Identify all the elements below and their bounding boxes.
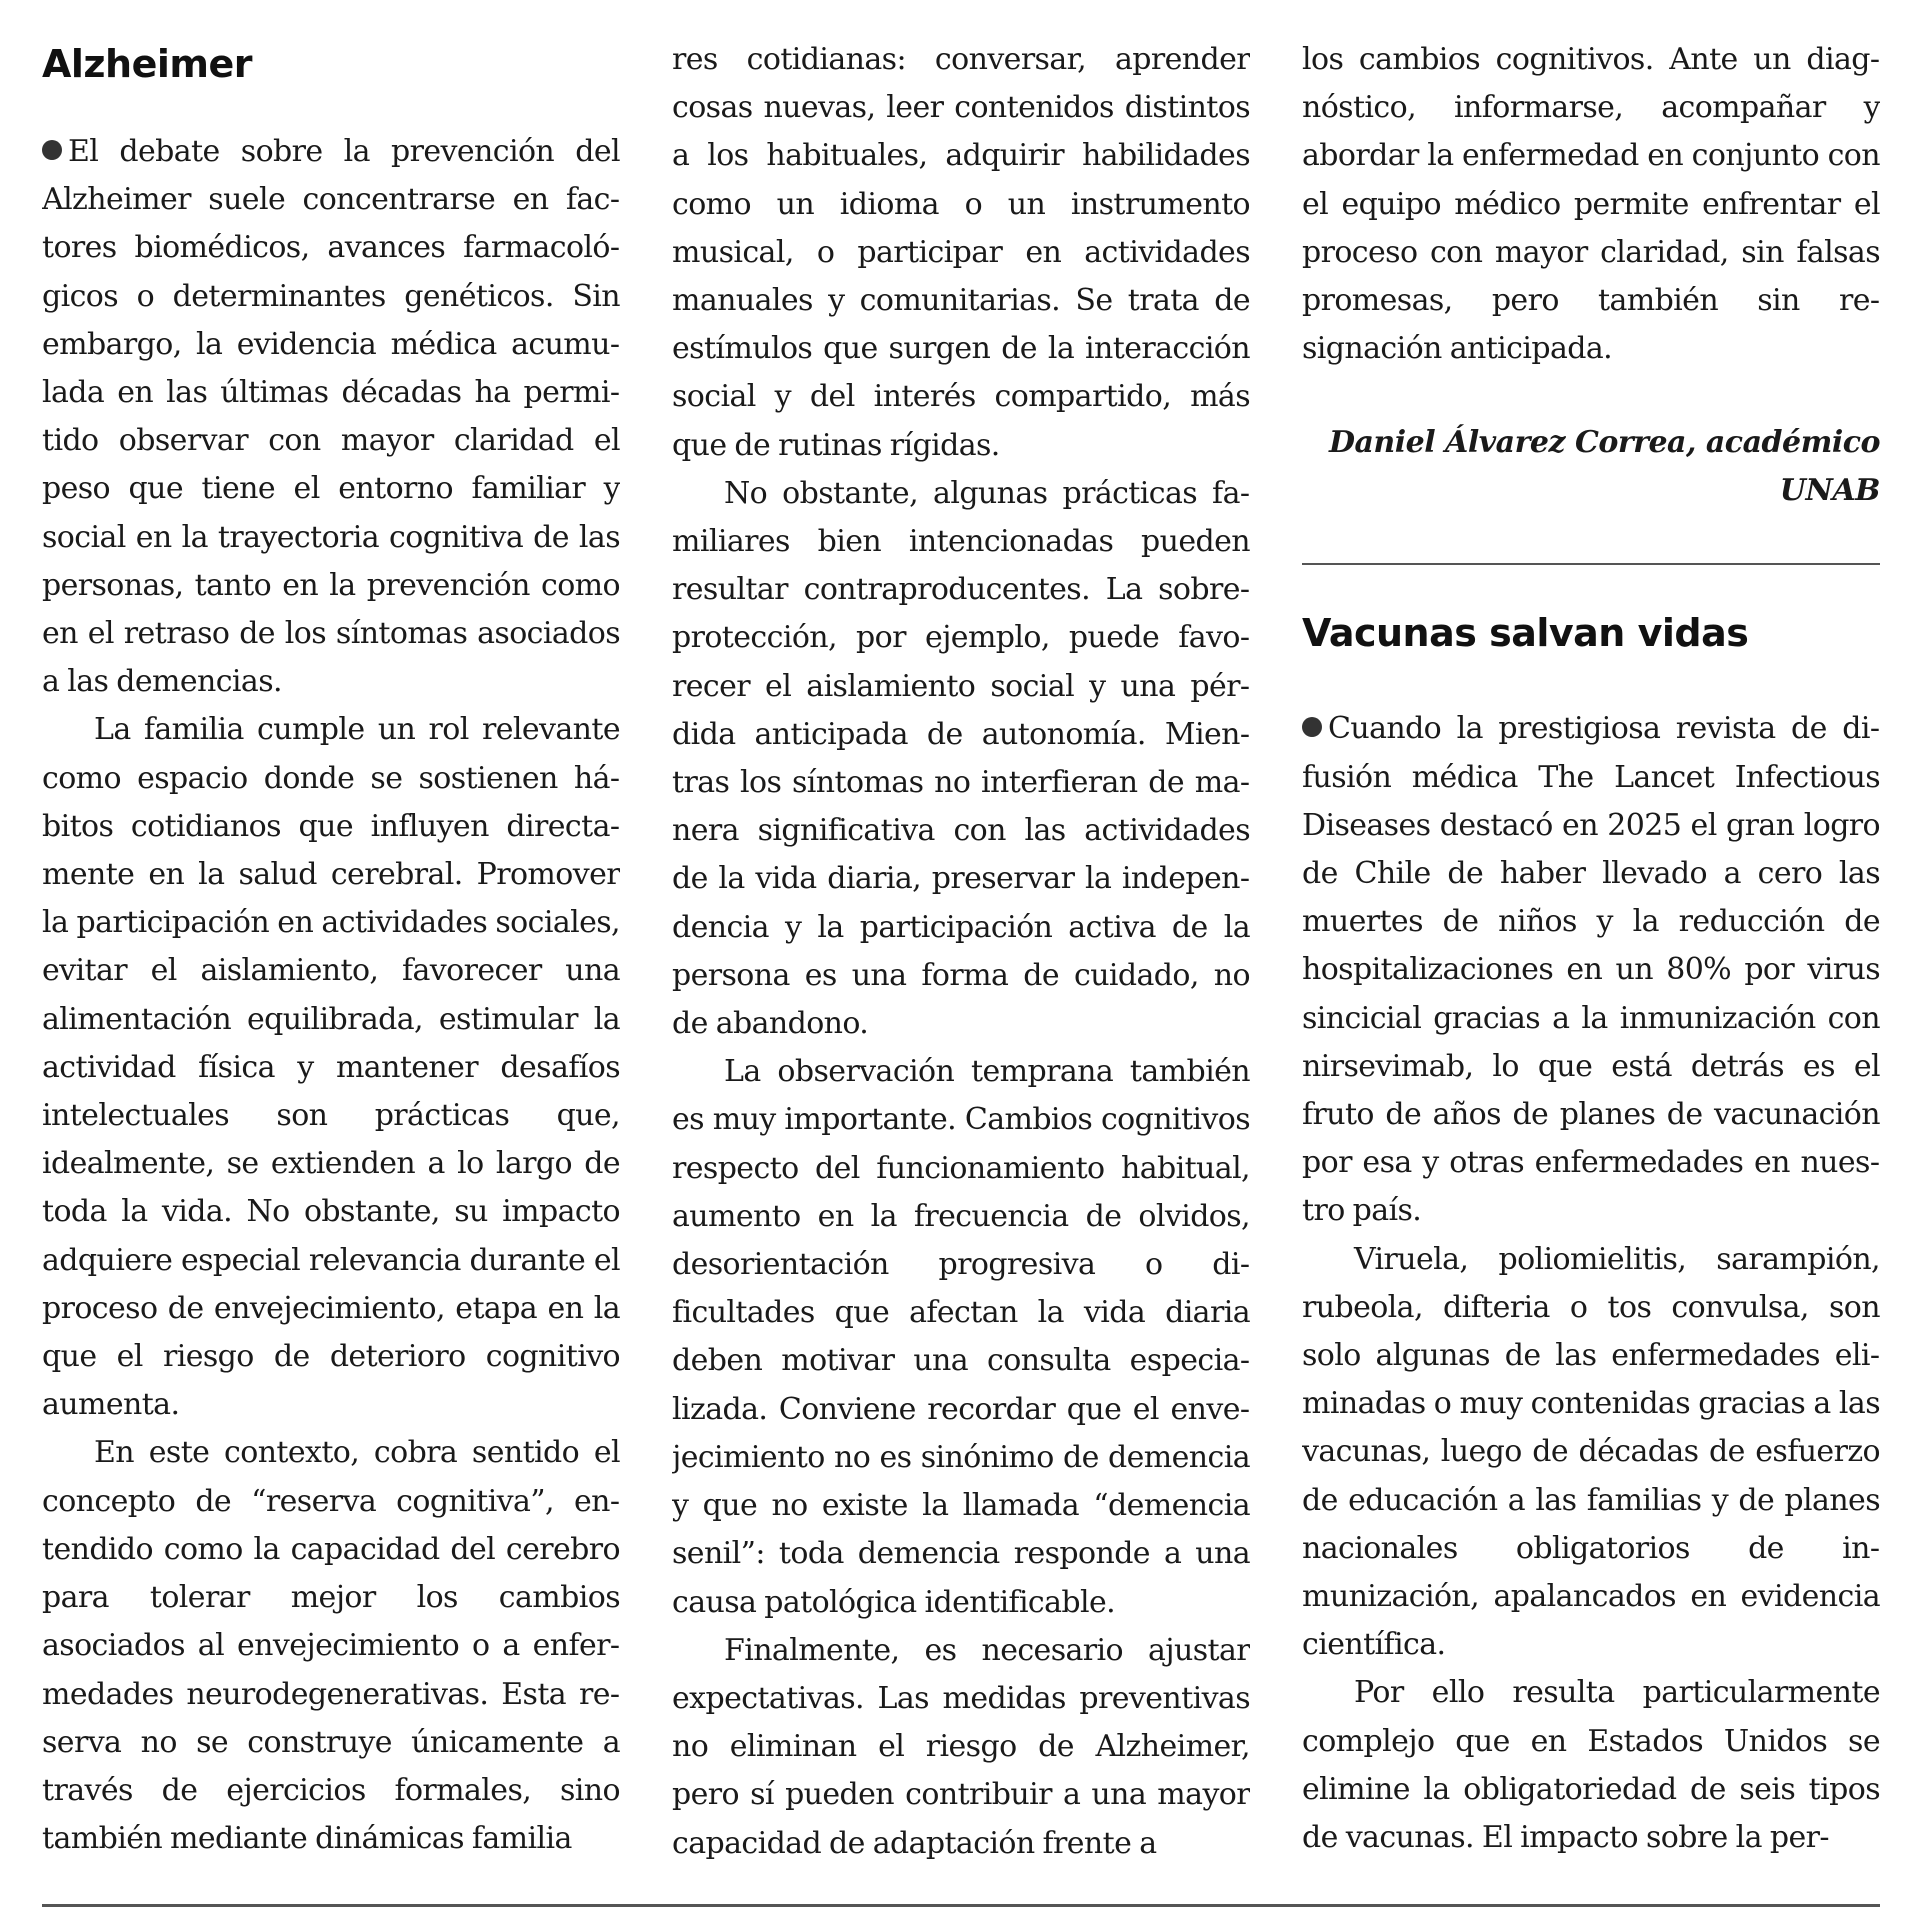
vacunas-paragraph-3: Por ello resulta particularmente complejo que en Estados Unidos se elimine la obligatoriedad de seis tipos de vacunas. El impacto sobre la per- <box>1302 1675 1880 1856</box>
column-3 <box>1302 36 1880 1876</box>
paragraph-1: El debate sobre la prevención del Alzheimer suele concentrarse en factores biomédicos, avances farmacológicos o determinantes genéticos. Sin embargo, la evidencia médica acumulada en las últimas décadas ha permitido observar con mayor claridad el peso que tiene el entorno familiar y social en la trayectoria cognitiva de las personas, tanto en la prevención como en el retraso de los síntomas asociados a las demencias. <box>42 134 620 700</box>
vacunas-paragraph-2: Viruela, poliomielitis, sarampión, rubeola, difteria o tos convulsa, son solo algunas de las enfermedades eliminadas o muy contenidas gracias a las vacunas, luego de décadas de esfuerzo de educación a las familias y de planes nacionales obligatorios de inmunización, apalancados en evidencia científica. <box>1302 1241 1880 1663</box>
bullet-icon <box>1302 717 1322 737</box>
paragraph-6-start: Finalmente, es necesario ajustar expectativas. Las medidas preventivas no eliminan el riesgo de Alzheimer, pero sí pueden contribuir a una mayor capacidad de adaptación frente a <box>672 1632 1250 1861</box>
headline-vacunas: Vacunas salvan vidas <box>1302 611 1749 656</box>
column-1 <box>42 36 620 1876</box>
paragraph-3-start: En este contexto, cobra sentido el concepto de “reserva cognitiva”, entendido como la capacidad del cerebro para tolerar mejor los cambios asociados al envejecimiento o a enfermedades neurodegenerativas. Esta reserva no se construye únicamente a través de ejercicios formales, sino también mediante dinámicas familia <box>42 1435 620 1857</box>
signature-affiliation: UNAB <box>1779 473 1880 509</box>
bottom-rule <box>42 1904 1880 1907</box>
article-alzheimer-body-part2 <box>672 36 1250 1868</box>
author-signature <box>1302 419 1880 515</box>
paragraph-6-cont: los cambios cognitivos. Ante un diagnóstico, informarse, acompañar y abordar la enfermedad en conjunto con el equipo médico permite enfrentar el proceso con mayor claridad, sin falsas promesas, pero también sin resignación anticipada. <box>1302 42 1880 367</box>
bullet-icon <box>42 140 62 160</box>
vacunas-paragraph-1: Cuando la prestigiosa revista de difusión médica The Lancet Infectious Diseases destacó en 2025 el gran logro de Chile de haber llevado a cero las muertes de niños y la reducción de hospitalizaciones en un 80% por virus sincicial gracias a la inmunización con nirsevimab, lo que está detrás es el fruto de años de planes de vacunación por esa y otras enfermedades en nuestro país. <box>1302 711 1880 1229</box>
column-2 <box>672 36 1250 1876</box>
paragraph-3-cont: res cotidianas: conversar, aprender cosas nuevas, leer contenidos distintos a los habituales, adquirir habilidades como un idioma o un instrumento musical, o participar en actividades manuales y comunitarias. Se trata de estímulos que surgen de la interacción social y del interés compartido, más que de rutinas rígidas. <box>672 42 1250 463</box>
paragraph-5: La observación temprana también es muy importante. Cambios cognitivos respecto del funcionamiento habitual, aumento en la frecuencia de olvidos, desorientación progresiva o dificultades que afectan la vida diaria deben motivar una consulta especializada. Conviene recordar que el envejecimiento no es sinónimo de demencia y que no existe la llamada “demencia senil”: toda demencia responde a una causa patológica identificable. <box>672 1054 1250 1620</box>
headline-alzheimer: Alzheimer <box>42 42 253 86</box>
signature-name: Daniel Álvarez Correa, académico <box>1328 425 1880 461</box>
article-alzheimer-body-part3 <box>1302 36 1880 373</box>
article-divider <box>1302 563 1880 565</box>
paragraph-2: La familia cumple un rol relevante como espacio donde se sostienen hábitos cotidianos que influyen directamente en la salud cerebral. Promover la participación en actividades sociales, evitar el aislamiento, favorecer una alimentación equilibrada, estimular la actividad física y mantener desafíos intelectuales son prácticas que, idealmente, se extienden a lo largo de toda la vida. No obstante, su impacto adquiere especial relevancia durante el proceso de envejecimiento, etapa en la que el riesgo de deterioro cognitivo aumenta. <box>42 712 620 1423</box>
newspaper-page <box>42 36 1880 1876</box>
paragraph-4: No obstante, algunas prácticas familiares bien intencionadas pueden resultar contraproducentes. La sobreprotección, por ejemplo, puede favorecer el aislamiento social y una pérdida anticipada de autonomía. Mientras los síntomas no interfieran de manera significativa con las actividades de la vida diaria, preservar la independencia y la participación activa de la persona es una forma de cuidado, no de abandono. <box>672 475 1250 1042</box>
article-vacunas-body <box>1302 705 1880 1862</box>
article-alzheimer-body-part1 <box>42 128 620 1863</box>
